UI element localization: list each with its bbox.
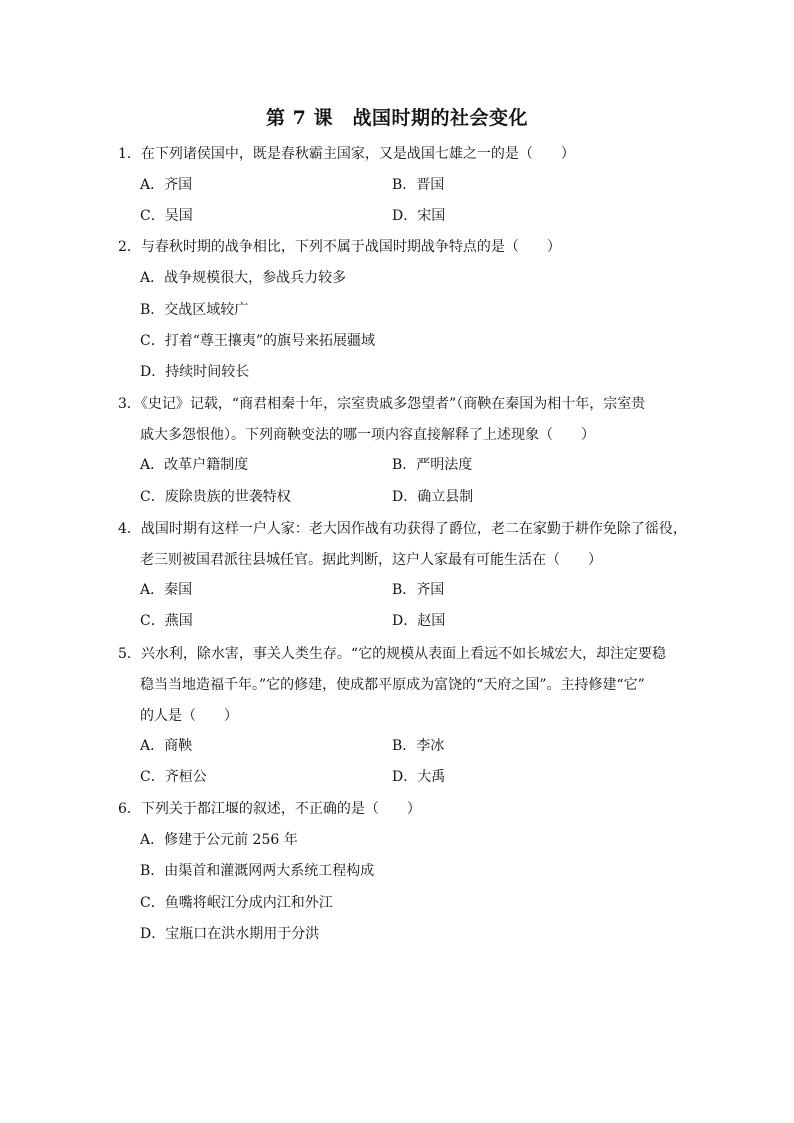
question-5-stem-line-1: 5．兴水利，除水害，事关人类生存。“它的规模从表面上看远不如长城宏大，却注定要稳	[118, 646, 667, 662]
question-1-option-a: A．齐国	[140, 177, 193, 193]
question-3-stem-line-1: 3．《史记》记载，“商君相秦十年，宗室贵戚多怨望者”（商鞅在秦国为相十年，宗室贵	[118, 396, 646, 412]
question-5-option-b: B．李冰	[392, 738, 445, 754]
question-1-option-d: D．宋国	[392, 208, 446, 224]
question-3-option-a: A．改革户籍制度	[140, 457, 249, 473]
question-6-option-b: B．由渠首和灌溉网两大系统工程构成	[140, 863, 375, 879]
page-title: 第 7 课 战国时期的社会变化	[266, 107, 528, 129]
question-1-option-b: B．晋国	[392, 177, 445, 193]
question-2-option-d: D．持续时间较长	[140, 364, 250, 380]
question-2-option-b: B．交战区域较广	[140, 302, 249, 318]
question-4-stem-line-2: 老三则被国君派往县城任官。据此判断，这户人家最有可能生活在（ ）	[140, 552, 602, 568]
question-4-stem-line-1: 4．战国时期有这样一户人家：老大因作战有功获得了爵位，老二在家勤于耕作免除了徭役，	[118, 521, 687, 537]
question-2-option-c: C．打着“尊王攘夷”的旗号来拓展疆域	[140, 333, 376, 349]
question-5-option-c: C．齐桓公	[140, 769, 207, 785]
question-6-option-d: D．宝瓶口在洪水期用于分洪	[140, 926, 320, 942]
question-5-stem-line-3: 的人是（ ）	[140, 708, 238, 724]
question-2-option-a: A．战争规模很大，参战兵力较多	[140, 270, 347, 286]
question-6-stem: 6．下列关于都江堰的叙述，不正确的是（ ）	[118, 801, 421, 817]
question-4-option-b: B．齐国	[392, 582, 445, 598]
question-3-option-d: D．确立县制	[392, 489, 474, 505]
question-3-stem-line-2: 戚大多怨恨他）。下列商鞅变法的哪一项内容直接解释了上述现象（ ）	[140, 427, 595, 443]
question-5-stem-line-2: 稳当当地造福千年。”它的修建，使成都平原成为富饶的“天府之国”。主持修建“它”	[140, 677, 645, 693]
question-5-option-a: A．商鞅	[140, 738, 193, 754]
question-6-option-c: C．鱼嘴将岷江分成内江和外江	[140, 895, 333, 911]
question-1-option-c: C．吴国	[140, 208, 193, 224]
question-6-option-a: A．修建于公元前 256 年	[140, 832, 298, 848]
question-2-stem: 2．与春秋时期的战争相比，下列不属于战国时期战争特点的是（ ）	[118, 239, 561, 255]
question-4-option-c: C．燕国	[140, 613, 193, 629]
question-3-option-b: B．严明法度	[392, 457, 473, 473]
question-3-option-c: C．废除贵族的世袭特权	[140, 489, 291, 505]
question-4-option-a: A．秦国	[140, 582, 193, 598]
question-4-option-d: D．赵国	[392, 613, 446, 629]
question-5-option-d: D．大禹	[392, 769, 446, 785]
question-1-stem: 1．在下列诸侯国中，既是春秋霸主国家，又是战国七雄之一的是（ ）	[118, 146, 575, 162]
